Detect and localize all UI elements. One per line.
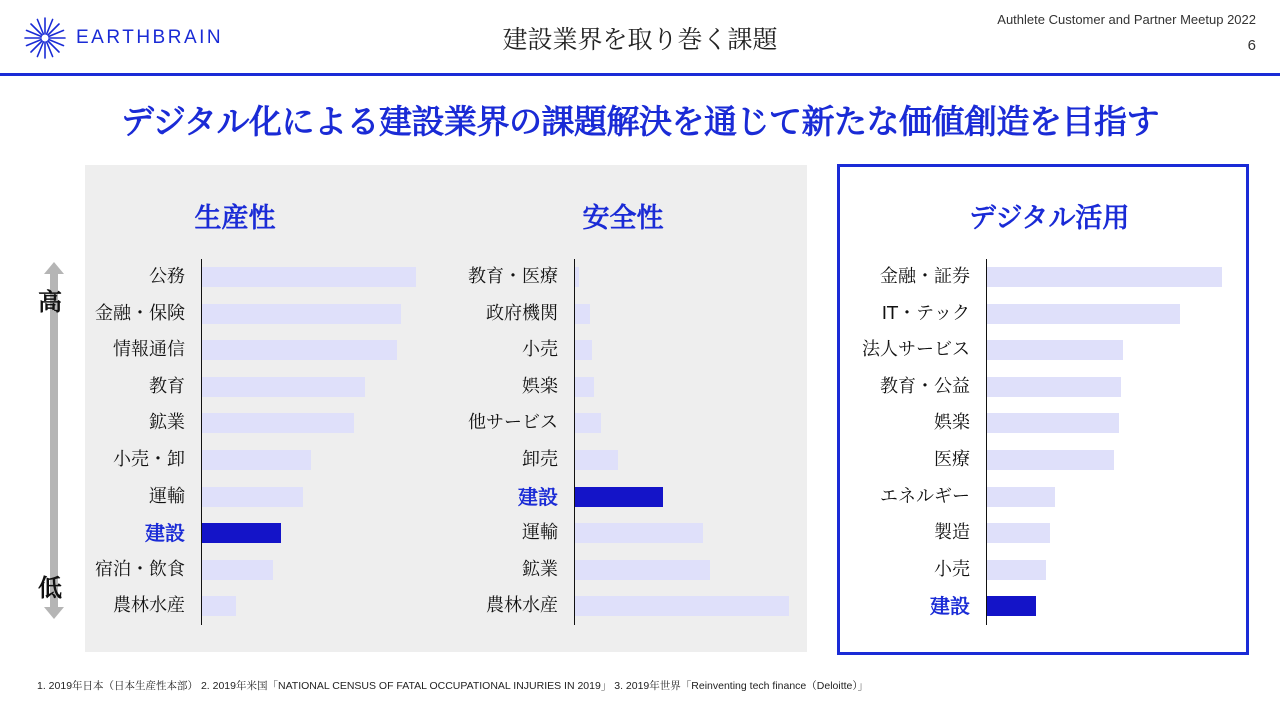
- category-label: 卸売: [522, 449, 558, 470]
- headline: デジタル化による建設業界の課題解決を通じて新たな価値創造を目指す: [120, 102, 1160, 141]
- category-label: 小売・卸: [113, 449, 185, 470]
- category-label: 建設: [930, 594, 970, 619]
- slide-header: [0, 0, 1280, 75]
- category-label: 運輸: [522, 522, 558, 544]
- bar: [987, 523, 1050, 543]
- category-label: 建設: [145, 521, 185, 546]
- bar: [575, 450, 618, 470]
- category-label: 小売: [934, 558, 970, 580]
- bar: [575, 377, 594, 397]
- bar: [987, 377, 1121, 397]
- bar: [575, 596, 789, 616]
- bar: [575, 413, 601, 433]
- page-number: 6: [1247, 37, 1256, 54]
- digital-usage-panel: [837, 164, 1249, 655]
- event-name: Authlete Customer and Partner Meetup 2022: [997, 12, 1256, 27]
- category-label: 情報通信: [113, 339, 185, 361]
- category-label: 金融・保険: [95, 302, 185, 324]
- bar: [987, 560, 1046, 580]
- category-label: 医療: [934, 449, 970, 470]
- category-label: 教育・医療: [468, 266, 558, 287]
- bar: [987, 267, 1222, 287]
- bar: [202, 487, 303, 507]
- category-label: IT・テック: [881, 302, 970, 324]
- bar: [575, 560, 710, 580]
- category-label: 宿泊・飲食: [95, 558, 185, 580]
- bar: [202, 267, 416, 287]
- category-label: 教育: [149, 375, 185, 397]
- category-label: 娯楽: [522, 375, 558, 397]
- header-divider: [0, 73, 1280, 76]
- category-label: 建設: [518, 484, 558, 509]
- category-label: 他サービス: [468, 412, 558, 434]
- highlight-bar: [575, 487, 663, 507]
- category-label: 政府機関: [486, 302, 558, 324]
- scale-high-label: 高: [38, 288, 62, 316]
- category-label: 鉱業: [149, 412, 185, 434]
- category-label: 法人サービス: [862, 339, 970, 361]
- highlight-bar: [987, 596, 1036, 616]
- bar: [575, 304, 590, 324]
- chart-title: デジタル活用: [969, 203, 1130, 234]
- highlight-bar: [202, 523, 281, 543]
- category-label: 鉱業: [522, 558, 558, 580]
- logo-text: EARTHBRAIN: [76, 27, 224, 48]
- slide-title: 建設業界を取り巻く課題: [502, 25, 778, 54]
- bar: [987, 304, 1180, 324]
- chart-title: 安全性: [582, 203, 664, 234]
- category-label: エネルギー: [880, 485, 970, 507]
- bar: [202, 377, 365, 397]
- footnote: 1. 2019年日本（日本生産性本部） 2. 2019年米国「NATIONAL CENSUS OF FATAL OCCUPATIONAL INJURIES IN 2019」 3. 2019年世界「Reinventing tech finance（Deloitte）」: [37, 680, 869, 692]
- category-label: 娯楽: [934, 412, 970, 434]
- bar: [202, 450, 311, 470]
- bar: [575, 523, 703, 543]
- bar: [575, 340, 592, 360]
- bar: [202, 413, 354, 433]
- bar: [202, 340, 397, 360]
- bar: [987, 487, 1055, 507]
- bar: [202, 304, 401, 324]
- category-label: 農林水産: [113, 595, 185, 617]
- category-label: 運輸: [149, 485, 185, 507]
- category-label: 公務: [149, 266, 185, 287]
- chart-title: 生産性: [194, 203, 276, 234]
- bar: [987, 340, 1123, 360]
- category-label: 金融・証券: [880, 266, 970, 287]
- category-label: 農林水産: [486, 595, 558, 617]
- bar: [987, 450, 1114, 470]
- category-label: 教育・公益: [880, 375, 970, 397]
- bar: [987, 413, 1119, 433]
- category-label: 小売: [522, 339, 558, 361]
- bar: [575, 267, 579, 287]
- bar: [202, 596, 236, 616]
- category-label: 製造: [934, 522, 970, 544]
- scale-low-label: 低: [38, 574, 62, 602]
- bar: [202, 560, 273, 580]
